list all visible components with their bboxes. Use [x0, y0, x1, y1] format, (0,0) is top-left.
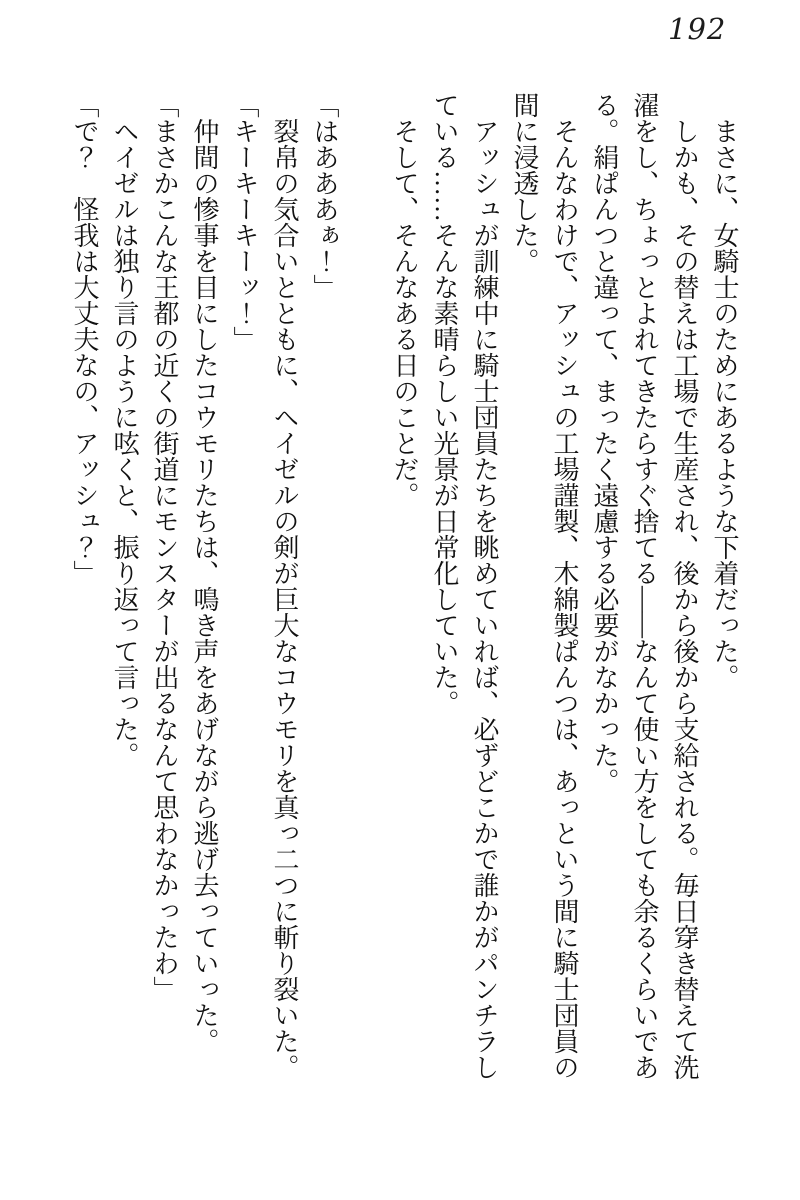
dialogue-paragraph: 「はあああぁ！」: [310, 92, 339, 300]
body-text: [64, 92, 744, 1084]
narration-paragraph: 裂帛の気合いとともに、ヘイゼルの剣が巨大なコウモリを真っ二つに斬り裂いた。: [270, 118, 299, 1080]
dialogue-paragraph: 「で？ 怪我は大丈夫なの、アッシュ？」: [70, 92, 99, 586]
blank-line: [344, 92, 384, 1084]
dialogue-paragraph: 「まさかこんな王都の近くの街道にモンスターが出るなんて思わなかったわ」: [150, 92, 179, 1002]
narration-paragraph: そんなわけで、アッシュの工場謹製、木綿製ぱんつは、あっという間に騎士団員の間に浸透した。: [510, 92, 579, 1080]
dialogue-paragraph: 「キーキーキーッ！」: [230, 92, 259, 352]
narration-paragraph: アッシュが訓練中に騎士団員たちを眺めていれば、必ずどこかで誰かがパンチラしている……そんな素晴らしい光景が日常化していた。: [430, 92, 499, 1080]
page-number: 192: [668, 12, 727, 46]
narration-paragraph: そして、そんなある日のことだ。: [390, 118, 419, 508]
narration-paragraph: ヘイゼルは独り言のように呟くと、振り返って言った。: [110, 118, 139, 768]
narration-paragraph: まさに、女騎士のためにあるような下着だった。: [710, 118, 739, 690]
narration-paragraph: しかも、その替えは工場で生産され、後から後から支給される。毎日穿き替えて洗濯をし、ちょっとよれてきたらすぐ捨てる――なんて使い方をしても余るくらいである。絹ぱんつと違って、まったく遠慮する必要がなかった。: [590, 92, 699, 1080]
narration-paragraph: 仲間の惨事を目にしたコウモリたちは、鳴き声をあげながら逃げ去っていった。: [190, 118, 219, 1054]
